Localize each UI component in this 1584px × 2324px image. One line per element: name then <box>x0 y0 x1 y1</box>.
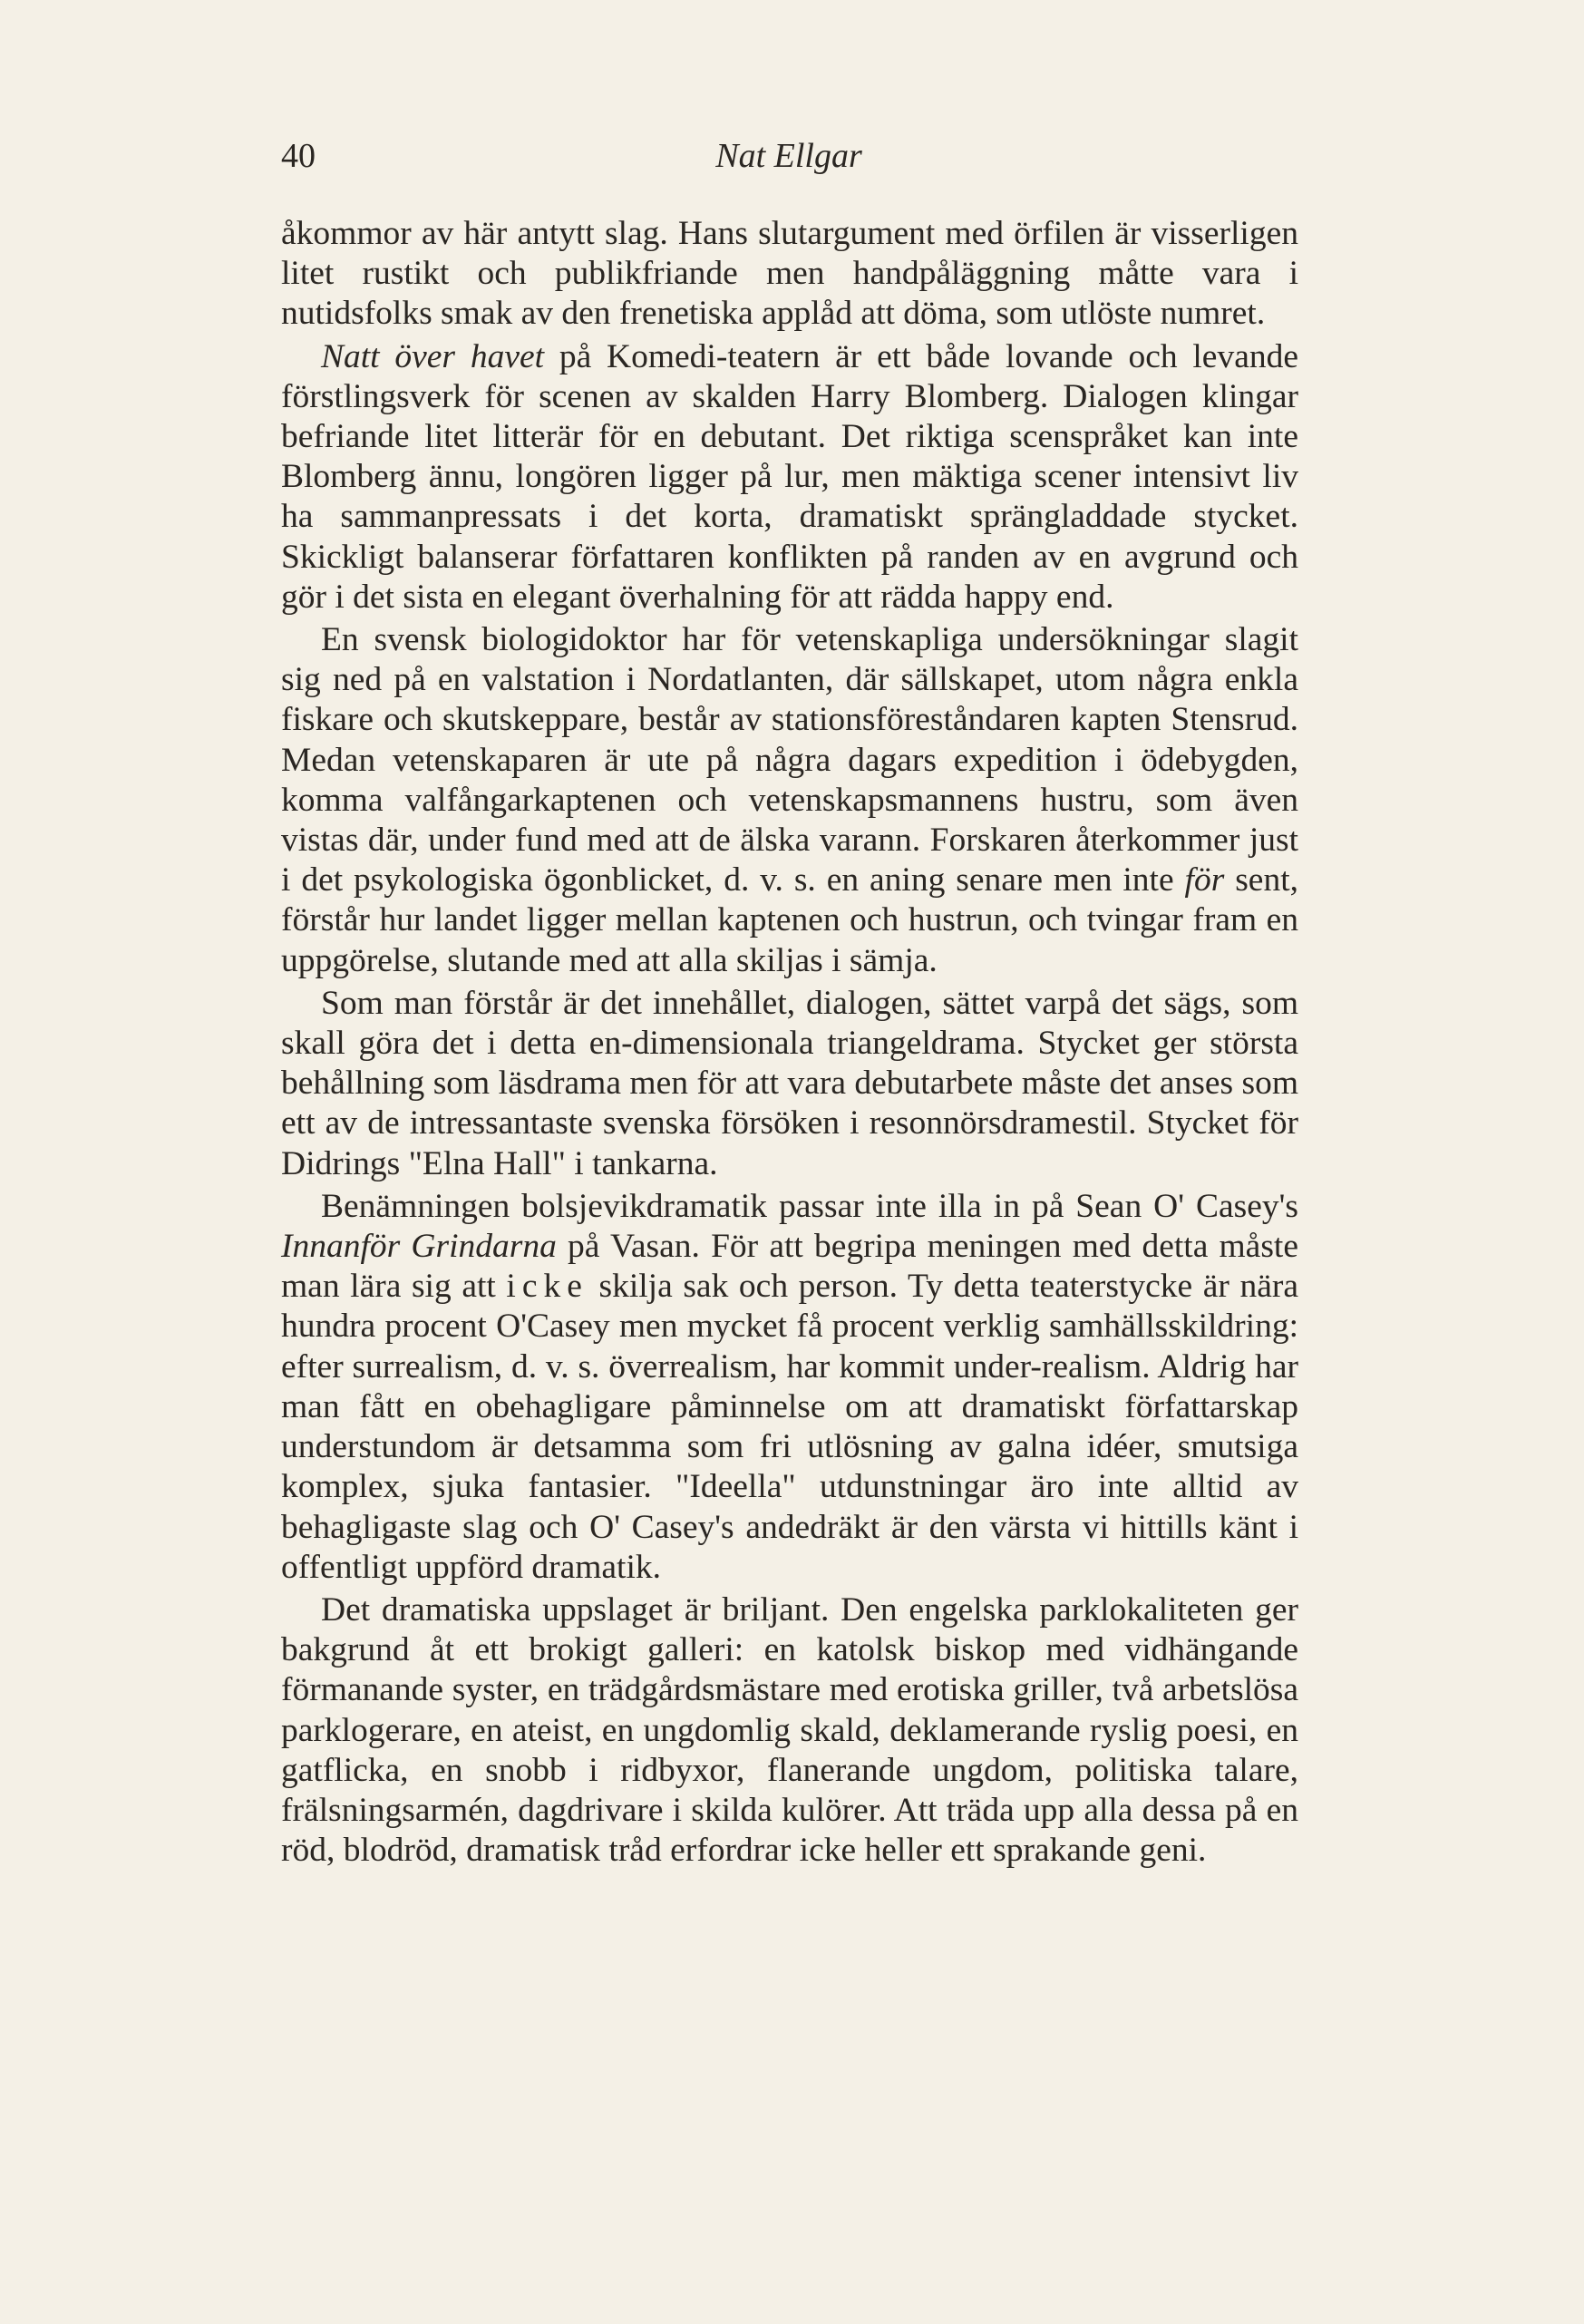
paragraph-2 <box>281 337 1298 617</box>
paragraph-5-text-a: Benämningen bolsjevikdramatik passar inte illa in på Sean O' Casey's <box>321 1187 1298 1225</box>
paragraph-3-text-b: sent, förstår hur landet ligger mellan kaptenen och hustrun, och tvingar fram en uppgörelse, slutande med att alla skiljas i sämja. <box>281 861 1298 979</box>
paragraph-2-text: på Komedi-teatern är ett både lovande och levande förstlingsverk för scenen av skalden Harry Blomberg. Dialogen klingar befriande litet litterär för en debutant. Det riktiga scenspråket kan inte Blomberg ännu, longören ligger på lur, men mäktiga scener intensivt liv ha sammanpressats i det korta, dramatiskt sprängladdade stycket. Skickligt balanserar författaren konflikten på randen av en avgrund och gör i det sista en elegant överhalning för att rädda happy end. <box>281 337 1298 616</box>
play-title-natt-over-havet: Natt över havet <box>321 337 545 375</box>
paragraph-1: åkommor av här antytt slag. Hans slutargument med örfilen är visserligen litet rustikt och publikfriande men handpåläggning måtte vara i nutidsfolks smak av den frenetiska applåd att döma, som utlöste numret. <box>281 215 1298 333</box>
emphasis-for: för <box>1184 861 1225 899</box>
body-text <box>281 214 1298 1871</box>
page-number: 40 <box>281 137 316 175</box>
paragraph-6: Det dramatiska uppslaget är briljant. Den engelska parklokaliteten ger bakgrund åt ett brokigt galleri: en katolsk biskop med vidhängande förmanande syster, en trädgårdsmästare med erotiska griller, två arbetslösa parklogerare, en ateist, en ungdomlig skald, deklamerande ryslig poesi, en gatflicka, en snobb i ridbyxor, flanerande ungdom, politiska talare, frälsningsarmén, dagdrivare i skilda kulörer. Att träda upp alla dessa på en röd, blodröd, dramatisk tråd erfordrar icke heller ett sprakande geni. <box>281 1590 1298 1870</box>
paragraph-5-text-b: på Vasan. För att begripa meningen med detta måste man lära sig att <box>281 1228 1298 1306</box>
spaced-emphasis-icke: icke <box>506 1268 588 1306</box>
page-header <box>281 136 1297 190</box>
paragraph-5 <box>281 1187 1298 1588</box>
paragraph-4: Som man förstår är det innehållet, dialogen, sättet varpå det sägs, som skall göra det i detta en-dimensionala triangeldrama. Stycket ger största behållning som läsdrama men för att vara debutarbete måste det anses som ett av de intressantaste svenska försöken i resonnörsdramestil. Stycket för Didrings "Elna Hall" i tankarna. <box>281 984 1298 1182</box>
paragraph-5-text-c: skilja sak och person. Ty detta teaterstycke är nära hundra procent O'Casey men mycket få procent verklig samhällsskildring: efter surrealism, d. v. s. överrealism, har kommit under-realism. Aldrig har man fått en obehagligare påminnelse om att dramatiskt författarskap understundom är detsamma som fri utlösning av galna idéer, smutsiga komplex, sjuka fantasier. "Ideella" utdunstningar äro inte alltid av behagligaste slag och O' Casey's andedräkt är den värsta vi hittills känt i offentligt uppförd dramatik. <box>281 1268 1298 1586</box>
paragraph-3-text-a: En svensk biologidoktor har för vetenskapliga undersökningar slagit sig ned på en valstation i Nordatlanten, där sällskapet, utom några enkla fiskare och skutskeppare, består av stationsföreståndaren kapten Stensrud. Medan vetenskaparen är ute på några dagars expedition i ödebygden, komma valfångarkaptenen och vetenskapsmannens hustru, som även vistas där, under fund med att de älska varann. Forskaren återkommer just i det psykologiska ögonblicket, d. v. s. en aning senare men inte <box>281 621 1298 899</box>
paragraph-3 <box>281 620 1298 981</box>
play-title-innanfor-grindarna: Innanför Grindarna <box>281 1228 557 1266</box>
running-head: Nat Ellgar <box>715 137 862 175</box>
